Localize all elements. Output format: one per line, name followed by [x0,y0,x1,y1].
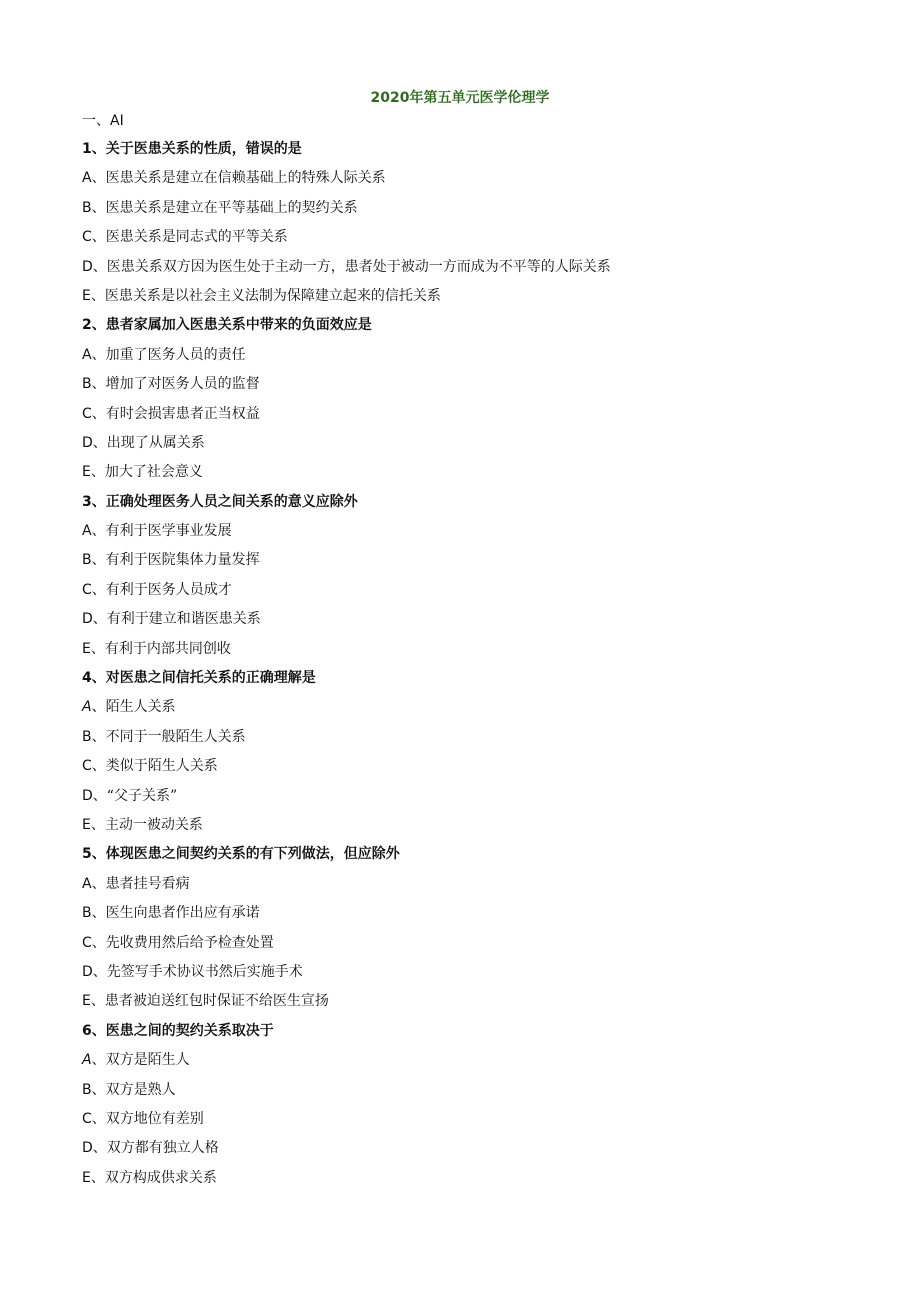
option-4-A [82,697,862,726]
option-text: 类似于陌生人关系 [105,758,218,775]
option-separator: 、 [91,199,106,216]
question-stem-5: 5、体现医患之间契约关系的有下列做法，但应除外 [82,846,400,863]
question-stem-4: 4、对医患之间信托关系的正确理解是 [82,670,316,687]
option-letter: A [82,170,92,187]
option-separator: 、 [90,993,105,1010]
question-stem-6: 6、医患之间的契约关系取决于 [82,1022,274,1039]
option-text: 双方地位有差别 [105,1110,204,1127]
option-separator: 、 [90,816,105,833]
option-letter: D [82,258,93,275]
option-separator: 、 [91,758,106,775]
option-separator: 、 [91,405,106,422]
option-text: 有利于医学事业发展 [105,523,232,540]
option-letter: E [82,993,91,1010]
option-4-E [82,815,862,844]
option-4-B [82,727,862,756]
option-text: 患者挂号看病 [105,875,190,892]
option-1-D [82,257,862,286]
option-letter: E [82,816,91,833]
option-2-E [82,462,862,491]
option-separator: 、 [91,523,106,540]
option-letter: B [82,1081,92,1098]
option-text: 不同于一般陌生人关系 [105,728,246,745]
option-separator: 、 [90,287,105,304]
option-letter: D [82,611,93,628]
option-separator: 、 [91,934,106,951]
option-text: 双方是陌生人 [105,1052,190,1069]
option-text: 双方都有独立人格 [106,1140,219,1157]
option-letter: C [82,405,92,422]
document-title: 2020年第五单元医学伦理学 [370,90,550,106]
option-1-B [82,198,862,227]
option-2-B [82,374,862,403]
option-text: 有利于医务人员成才 [105,581,232,598]
option-separator: 、 [91,1110,106,1127]
option-5-D [82,962,862,991]
option-text: 有利于医院集体力量发挥 [105,552,260,569]
option-letter: A [82,875,92,892]
option-separator: 、 [91,581,106,598]
option-1-C [82,227,862,256]
option-separator: 、 [91,875,106,892]
option-letter: C [82,581,92,598]
option-letter: A [82,1052,92,1069]
option-1-E [82,286,862,315]
option-text: 加重了医务人员的责任 [105,346,246,363]
option-letter: E [82,464,91,481]
option-separator: 、 [92,611,107,628]
option-letter: E [82,640,91,657]
option-3-E [82,639,862,668]
option-separator: 、 [91,1052,106,1069]
option-letter: A [82,523,92,540]
option-separator: 、 [91,905,106,922]
option-5-E [82,991,862,1020]
option-text: 先收费用然后给予检查处置 [105,934,274,951]
option-separator: 、 [91,346,106,363]
option-text: 医患关系双方因为医生处于主动一方，患者处于被动一方而成为不平等的人际关系 [106,258,611,275]
option-separator: 、 [91,376,106,393]
option-letter: A [82,699,92,716]
option-separator: 、 [90,1169,105,1186]
option-separator: 、 [92,787,107,804]
option-separator: 、 [91,229,106,246]
option-letter: D [82,963,93,980]
question-list [82,139,862,1197]
option-text: 医患关系是以社会主义法制为保障建立起来的信托关系 [104,287,441,304]
option-3-A [82,521,862,550]
option-text: 双方是熟人 [105,1081,176,1098]
option-text: 出现了从属关系 [106,434,205,451]
option-5-A [82,874,862,903]
option-4-C [82,756,862,785]
option-text: 先签写手术协议书然后实施手术 [106,963,303,980]
option-letter: D [82,787,93,804]
option-separator: 、 [91,170,106,187]
option-letter: D [82,1140,93,1157]
option-letter: A [82,346,92,363]
option-3-D [82,609,862,638]
option-separator: 、 [92,434,107,451]
option-text: 医患关系是建立在信赖基础上的特殊人际关系 [105,170,386,187]
question-stem-3: 3、正确处理医务人员之间关系的意义应除外 [82,493,358,510]
option-3-B [82,550,862,579]
option-6-C [82,1109,862,1138]
option-text: 加大了社会意义 [104,464,203,481]
option-letter: B [82,728,92,745]
option-text: 有时会损害患者正当权益 [105,405,260,422]
option-6-A [82,1050,862,1079]
option-separator: 、 [90,464,105,481]
question-stem-1: 1、关于医患关系的性质，错误的是 [82,141,302,157]
option-text: 医患关系是同志式的平等关系 [105,229,288,246]
option-text: 有利于内部共同创收 [104,640,231,657]
option-letter: C [82,934,92,951]
option-separator: 、 [91,699,106,716]
option-2-D [82,433,862,462]
option-separator: 、 [92,1140,107,1157]
option-text: 医患关系是建立在平等基础上的契约关系 [105,199,358,216]
option-letter: C [82,758,92,775]
option-text: “父子关系” [106,787,178,804]
option-letter: E [82,287,91,304]
option-5-C [82,933,862,962]
option-6-E [82,1168,862,1197]
option-letter: C [82,229,92,246]
option-letter: B [82,199,92,216]
option-6-B [82,1080,862,1109]
option-separator: 、 [92,963,107,980]
option-letter: E [82,1169,91,1186]
option-text: 主动一被动关系 [104,816,203,833]
option-text: 增加了对医务人员的监督 [105,376,260,393]
option-5-B [82,903,862,932]
option-text: 双方构成供求关系 [104,1169,217,1186]
option-1-A [82,168,862,197]
section-heading: 一、AI [82,113,124,129]
option-6-D [82,1138,862,1167]
option-3-C [82,580,862,609]
question-stem-2: 2、患者家属加入医患关系中带来的负面效应是 [82,317,372,334]
option-text: 有利于建立和谐医患关系 [106,611,261,628]
option-letter: D [82,434,93,451]
option-separator: 、 [91,728,106,745]
option-text: 医生向患者作出应有承诺 [105,905,260,922]
option-text: 陌生人关系 [105,699,176,716]
option-separator: 、 [92,258,107,275]
option-2-C [82,404,862,433]
option-separator: 、 [90,640,105,657]
option-letter: B [82,376,92,393]
option-separator: 、 [91,1081,106,1098]
option-4-D [82,786,862,815]
option-separator: 、 [91,552,106,569]
option-text: 患者被迫送红包时保证不给医生宣扬 [104,993,329,1010]
option-letter: C [82,1110,92,1127]
option-letter: B [82,552,92,569]
option-2-A [82,345,862,374]
option-letter: B [82,905,92,922]
